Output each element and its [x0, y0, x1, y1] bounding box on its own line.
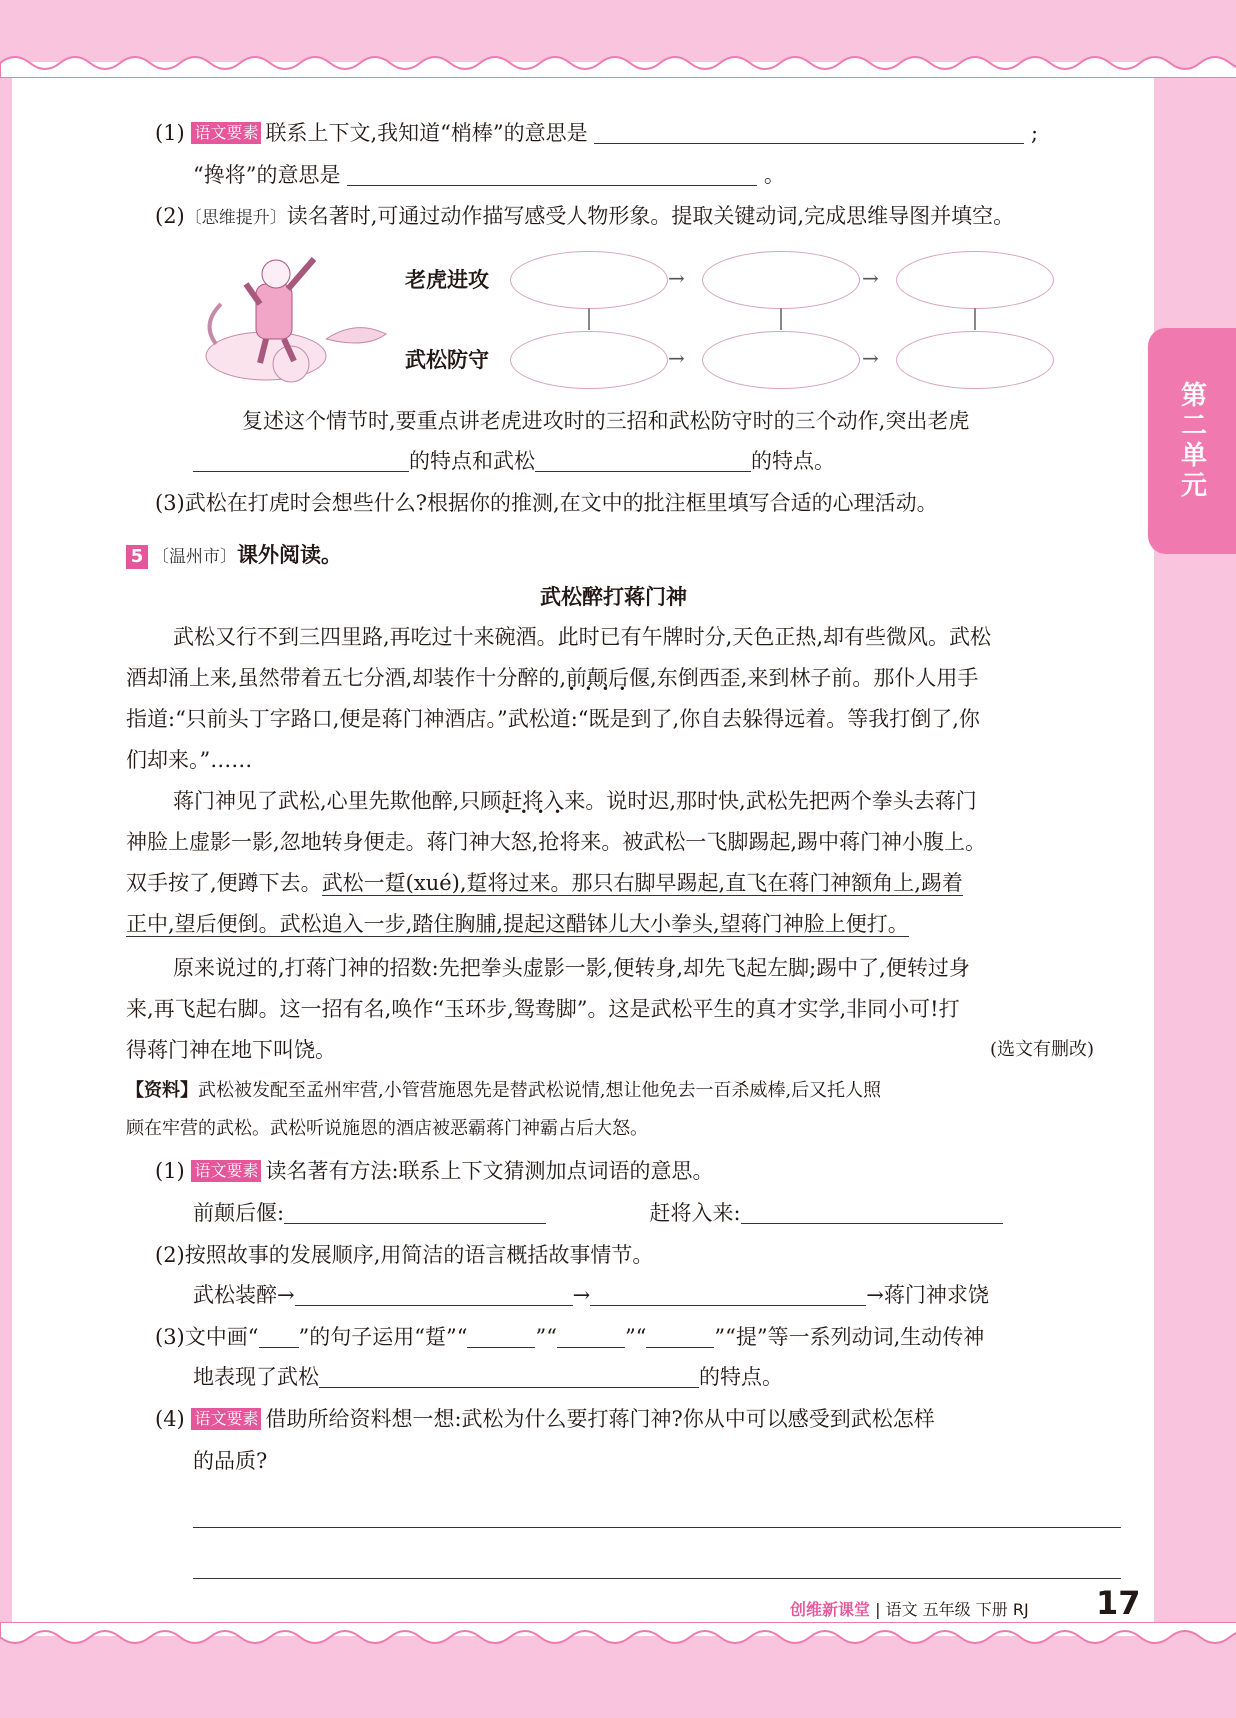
s1-answers: [193, 1198, 1003, 1228]
passage-p2-line-4: [126, 909, 909, 939]
mindmap-label-wusong: 武松防守: [405, 348, 489, 372]
q2-blank-wusong[interactable]: [535, 449, 751, 472]
s2-blank-1[interactable]: [295, 1283, 573, 1306]
q3-text: 武松在打虎时会想些什么?根据你的推测,在文中的批注框里填写合适的心理活动。: [184, 491, 938, 515]
q5-title: 课外阅读。: [237, 543, 342, 567]
passage-p1-seg-a: 酒却涌上来,虽然带着五七分酒,却装作十分醉的,: [126, 666, 567, 690]
s3-t3: ”“: [535, 1325, 557, 1349]
s1-word-1: 前颠后偃:: [193, 1201, 285, 1225]
mindmap-oval-tiger-1[interactable]: [510, 251, 668, 309]
passage-p2-line-1: [173, 786, 977, 816]
s3-t6: 地表现了武松: [193, 1365, 319, 1389]
mindmap-connector-1: [588, 308, 590, 330]
q2-text: 读名著时,可通过动作描写感受人物形象。提取关键动词,完成思维导图并填空。: [286, 204, 1015, 228]
passage-p1-seg-b: ,东倒西歪,来到林子前。那仆人用手: [650, 666, 979, 690]
s2-start: 武松装醉→: [193, 1283, 295, 1307]
footer-separator: |: [875, 1600, 881, 1619]
mindmap-oval-wusong-1[interactable]: [510, 331, 668, 389]
q5-tag: 〔温州市〕: [152, 547, 237, 567]
passage-title: 武松醉打蒋门神: [540, 585, 687, 609]
passage-source: (选文有删改): [990, 1039, 1095, 1060]
s3-blank-3[interactable]: [646, 1325, 714, 1348]
q5-header: [126, 540, 342, 572]
s2-end: →蒋门神求饶: [866, 1283, 989, 1307]
q1-line: [155, 118, 1038, 148]
q1-text2: “搀将”的意思是: [193, 163, 341, 187]
s2-line: [155, 1240, 653, 1270]
q3-line: [155, 488, 938, 518]
q2-retell-line-2: [193, 446, 835, 476]
s3-num: (3): [155, 1325, 185, 1349]
s3-underline-sample: [259, 1325, 299, 1348]
mindmap-oval-tiger-2[interactable]: [702, 251, 860, 309]
s3-blank-2[interactable]: [557, 1325, 625, 1348]
s3-blank-1[interactable]: [467, 1325, 535, 1348]
passage-p1-line-2: [126, 663, 978, 693]
passage-p2-seg-b: 。说时迟,那时快,武松先把两个拳头去蒋门: [585, 789, 977, 813]
s1-blank-2[interactable]: [741, 1201, 1003, 1224]
mindmap-oval-wusong-3[interactable]: [896, 331, 1054, 389]
mindmap-oval-wusong-2[interactable]: [702, 331, 860, 389]
passage-p3-line-2: 来,再飞起右脚。这一招有名,唤作“玉环步,鸳鸯脚”。这是武松平生的真才实学,非同小可!打: [126, 997, 960, 1021]
mindmap-oval-tiger-3[interactable]: [896, 251, 1054, 309]
s1-num: (1): [155, 1159, 185, 1183]
reference-text-1: 武松被发配至孟州牢营,小管营施恩先是替武松说情,想让他免去一百杀威棒,后又托人照: [198, 1080, 882, 1101]
q3-num: (3): [155, 491, 185, 515]
q1-tag: 语文要素: [191, 122, 261, 144]
s3-line-2: [193, 1362, 783, 1392]
q2-retell2a: 的特点和武松: [409, 449, 535, 473]
mindmap-label-tiger: 老虎进攻: [405, 268, 489, 292]
unit-side-tab-label: 第二单元: [1176, 381, 1207, 501]
mindmap-arrow-1: →: [668, 266, 685, 290]
s1-line: [155, 1156, 714, 1186]
page-number: 17: [1096, 1584, 1141, 1622]
passage-p2-seg-c: 双手按了,便蹲下去。: [126, 871, 322, 895]
q1-end2: 。: [763, 163, 785, 187]
q1-blank-2[interactable]: [347, 163, 757, 186]
s4-answer-line-1[interactable]: [193, 1527, 1121, 1528]
passage-p3-line-3: 得蒋门神在地下叫饶。: [126, 1038, 336, 1062]
q2-retell2b: 的特点。: [751, 449, 835, 473]
passage-p2-line-2: 神脸上虚影一影,忽地转身便走。蒋门神大怒,抢将来。被武松一飞脚踢起,踢中蒋门神小腹上。: [126, 830, 987, 854]
q1-end: ;: [1030, 121, 1039, 145]
s3-line: [155, 1322, 984, 1352]
passage-p2-seg-a: 蒋门神见了武松,心里先欺他醉,只顾: [173, 789, 502, 813]
q5-num: 5: [126, 545, 148, 569]
passage-p1-line-1: 武松又行不到三四里路,再吃过十来碗酒。此时已有午牌时分,天色正热,却有些微风。武松: [173, 625, 992, 649]
q2-retell-line-1: 复述这个情节时,要重点讲老虎进攻时的三招和武松防守时的三个动作,突出老虎: [242, 409, 970, 433]
mindmap-connector-2: [780, 308, 782, 330]
s4-line: [155, 1404, 935, 1434]
s1-blank-1[interactable]: [284, 1201, 546, 1224]
underlined-sentence-2: 正中,望后便倒。武松追入一步,踏住胸脯,提起这醋钵儿大小拳头,望蒋门神脸上便打。: [126, 912, 909, 936]
s2-blank-2[interactable]: [590, 1283, 866, 1306]
reference-label: 【资料】: [126, 1080, 198, 1101]
s4-num: (4): [155, 1407, 185, 1431]
s1-text: 读名著有方法:联系上下文猜测加点词语的意思。: [265, 1159, 714, 1183]
mindmap-arrow-2: →: [862, 266, 879, 290]
s4-tag: 语文要素: [191, 1408, 261, 1430]
s4-answer-line-2[interactable]: [193, 1578, 1121, 1579]
wavy-border-bottom: [0, 1622, 1236, 1652]
dotted-word-2: 赶将入来 • • • •: [501, 789, 585, 813]
s1-tag: 语文要素: [191, 1160, 261, 1182]
unit-side-tab: [1148, 328, 1236, 554]
reference-text-2: 顾在牢营的武松。武松听说施恩的酒店被恶霸蒋门神霸占后大怒。: [126, 1118, 648, 1139]
q2-line: [155, 201, 1014, 233]
footer: [790, 1597, 1029, 1620]
passage-p2-line-3: [126, 868, 963, 898]
s3-t1: 文中画“: [184, 1325, 259, 1349]
mindmap-arrow-4: →: [862, 346, 879, 370]
underlined-sentence-1: 武松一踅(xué),踅将过来。那只右脚早踢起,直飞在蒋门神额角上,踢着: [321, 871, 963, 895]
s3-t7: 的特点。: [699, 1365, 783, 1389]
wavy-border-top: [0, 48, 1236, 78]
mindmap-connector-3: [974, 308, 976, 330]
q1-num: (1): [155, 121, 185, 145]
s2-text: 按照故事的发展顺序,用简洁的语言概括故事情节。: [184, 1243, 654, 1267]
footer-brand: 创维新课堂: [790, 1600, 871, 1619]
passage-p1-line-3: 指道:“只前头丁字路口,便是蒋门神酒店。”武松道:“既是到了,你自去躲得远着。等我打倒了,你: [126, 707, 980, 731]
s3-blank-4[interactable]: [319, 1365, 699, 1388]
q2-tag: 〔思维提升〕: [184, 208, 287, 228]
s4-text: 借助所给资料想一想:武松为什么要打蒋门神?你从中可以感受到武松怎样: [265, 1407, 935, 1431]
passage-p1-line-4: 们却来。”……: [126, 748, 253, 772]
s3-t2: ”的句子运用“踅”“: [298, 1325, 468, 1349]
q1-text: 联系上下文,我知道“梢棒”的意思是: [265, 121, 588, 145]
reference-line-1: [126, 1076, 881, 1106]
footer-subject: 语文 五年级 下册 RJ: [885, 1600, 1029, 1619]
passage-p3-line-1: 原来说过的,打蒋门神的招数:先把拳头虚影一影,便转身,却先飞起左脚;踢中了,便转过身: [173, 956, 970, 980]
s2-num: (2): [155, 1243, 185, 1267]
s3-t5: ”“提”等一系列动词,生动传神: [714, 1325, 985, 1349]
s1-word-2: 赶将入来:: [649, 1201, 741, 1225]
q1-line-2: [193, 160, 785, 190]
q2-blank-tiger[interactable]: [193, 449, 409, 472]
s2-mid: →: [572, 1283, 591, 1307]
q2-num: (2): [155, 204, 185, 228]
q1-blank-1[interactable]: [594, 121, 1024, 144]
wusong-tiger-illustration: [196, 244, 396, 392]
dotted-word-1: 前颠后偃 • • • •: [566, 666, 650, 690]
s2-answers: [193, 1280, 989, 1310]
mindmap-arrow-3: →: [668, 346, 685, 370]
s3-t4: ”“: [624, 1325, 647, 1349]
s4-text2: 的品质?: [193, 1449, 268, 1473]
